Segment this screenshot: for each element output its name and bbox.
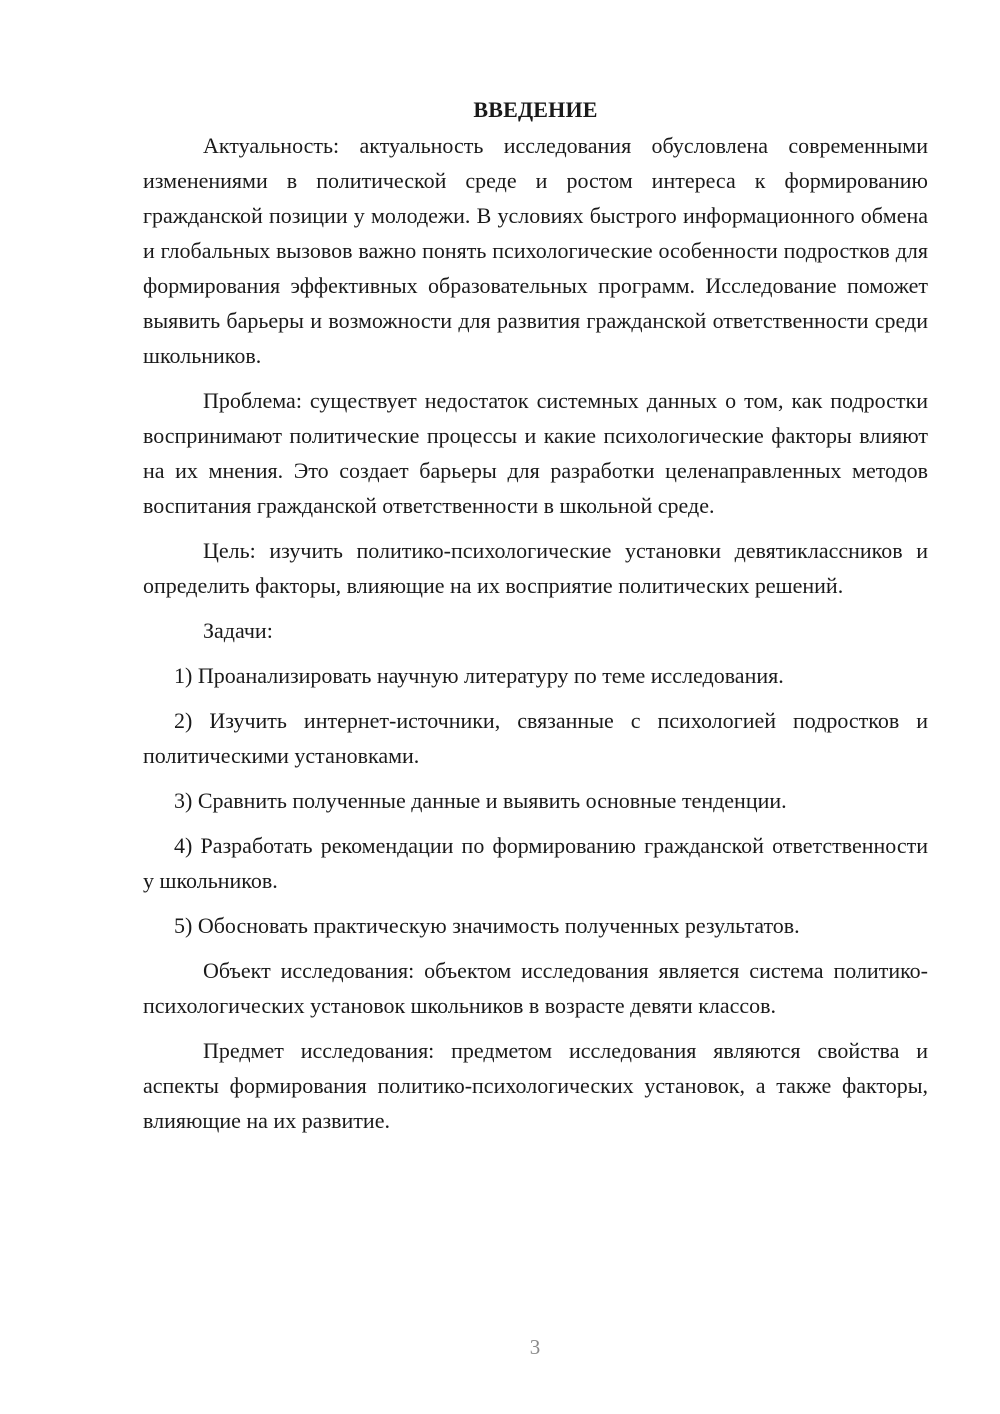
page-number: 3 — [529, 1335, 541, 1359]
task-item-4: 4) Разработать рекомендации по формированию гражданской ответственности у школьников. — [143, 833, 928, 893]
task-item-1: 1) Проанализировать научную литературу по теме исследования. — [174, 663, 784, 688]
document-body — [143, 92, 928, 1138]
relevance-paragraph: Актуальность: актуальность исследования обусловлена современными изменениями в политической среде и ростом интереса к формированию гражданской позиции у молодежи. В условиях быстрого информационного обмена и глобальных вызовов важно понять психологические особенности подростков для формирования эффективных образовательных программ. Исследование поможет выявить барьеры и возможности для развития гражданской ответственности среди школьников. — [143, 133, 928, 368]
goal-paragraph: Цель: изучить политико-психологические установки девятиклассников и определить факторы, влияющие на их восприятие политических решений. — [143, 538, 928, 598]
object-paragraph: Объект исследования: объектом исследования является система политико-психологических установок школьников в возрасте девяти классов. — [143, 958, 928, 1018]
task-item-2: 2) Изучить интернет-источники, связанные с психологией подростков и политическими установками. — [143, 708, 928, 768]
task-item-3: 3) Сравнить полученные данные и выявить основные тенденции. — [174, 788, 787, 813]
subject-paragraph: Предмет исследования: предметом исследования являются свойства и аспекты формирования политико-психологических установок, а также факторы, влияющие на их развитие. — [143, 1038, 928, 1133]
tasks-label: Задачи: — [203, 618, 273, 643]
section-heading: ВВЕДЕНИЕ — [473, 97, 598, 122]
task-item-5: 5) Обосновать практическую значимость полученных результатов. — [174, 913, 800, 938]
problem-paragraph: Проблема: существует недостаток системных данных о том, как подростки воспринимают политические процессы и какие психологические факторы влияют на их мнения. Это создает барьеры для разработки целенаправленных методов воспитания гражданской ответственности в школьной среде. — [143, 388, 928, 518]
